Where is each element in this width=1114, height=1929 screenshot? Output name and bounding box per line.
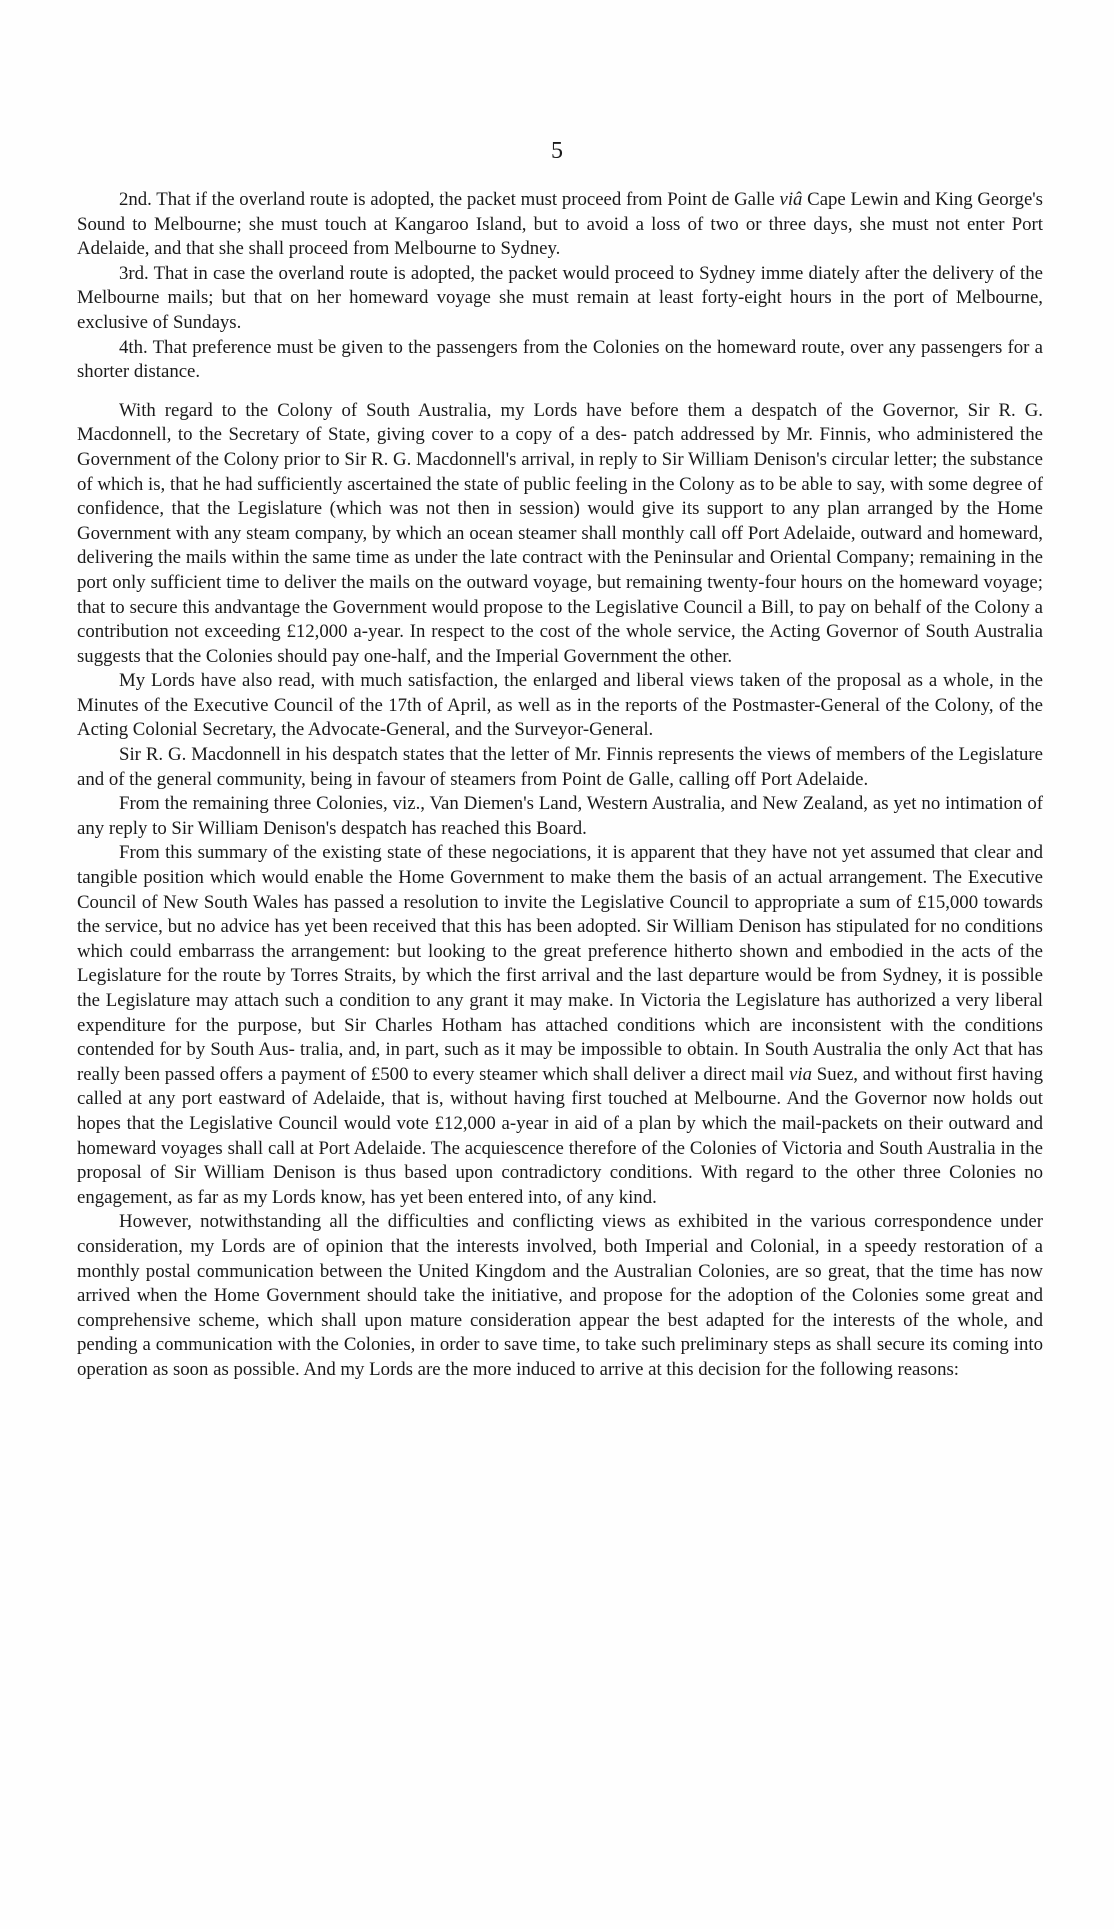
page-number: 5 xyxy=(551,138,563,164)
italic-via: via xyxy=(789,1063,812,1085)
paragraph-2nd-condition xyxy=(77,188,1043,262)
paragraph-text: From this summary of the existing state of these negociations, it is apparent that they have not yet assumed that clear and tangible position which would enable the Home Government to make them the basis of an actual arrangement. The Executive Council of New South Wales has passed a resolution to invite the Legislative Council to appropriate a sum of £15,000 towards the service, but no advice has yet been received that this has been adopted. Sir William Denison has stipulated for no conditions which could embarrass the arrangement: but looking to the great preference hitherto shown and embodied in the acts of the Legislature for the route by Torres Straits, by which the first arrival and the last departure would be from Sydney, it is possible the Legislature may attach such a condition to any grant it may make. In Victoria the Legislature has authorized a very liberal expenditure for the purpose, but Sir Charles Hotham has attached conditions which are inconsistent with the conditions contended for by South Aus- tralia, and, in part, such as it may be impossible to obtain. In South Australia the only Act that has really been passed offers a payment of £500 to every steamer which shall deliver a direct mail xyxy=(77,842,1043,1085)
body-text xyxy=(77,188,1043,1383)
paragraph-3rd-condition: 3rd. That in case the overland route is adopted, the packet would proceed to Sydney imme diately after the delivery of the Melbourne mails; but that on her homeward voyage she must remain at least forty-eight hours in the port of Melbourne, exclusive of Sundays. xyxy=(77,262,1043,333)
paragraph-macdonnell: Sir R. G. Macdonnell in his despatch states that the letter of Mr. Finnis represents the views of members of the Legislature and of the general community, being in favour of steamers from Point de Galle, calling off Port Adelaide. xyxy=(77,744,1043,790)
paragraph-text: 2nd. That if the overland route is adopted, the packet must proceed from Point de Galle xyxy=(119,189,780,210)
paragraph-remaining-colonies: From the remaining three Colonies, viz., Van Diemen's Land, Western Australia, and New Zealand, as yet no intimation of any reply to Sir William Denison's despatch has reached this Board. xyxy=(77,793,1043,839)
paragraph-summary xyxy=(77,841,1043,1210)
paragraph-south-australia: With regard to the Colony of South Australia, my Lords have before them a despatch of the Governor, Sir R. G. Macdonnell, to the Secretary of State, giving cover to a copy of a des- patch addressed by Mr. Finnis, who administered the Government of the Colony prior to Sir R. G. Macdonnell's arrival, in reply to Sir William Denison's circular letter; the substance of which is, that he had sufficiently ascertained the state of public feeling in the Colony as to be able to say, with some degree of confidence, that the Legislature (which was not then in session) would give its support to any plan arranged by the Home Government with any steam company, by which an ocean steamer shall monthly call off Port Adelaide, outward and homeward, delivering the mails within the same time as under the late contract with the Peninsular and Oriental Company; remaining in the port only sufficient time to deliver the mails on the outward voyage, but remaining twenty-four hours on the homeward voyage; that to secure this andvantage the Government would propose to the Legislative Council a Bill, to pay on behalf of the Colony a contribution not exceeding £12,000 a-year. In respect to the cost of the whole service, the Acting Governor of South Australia suggests that the Colonies should pay one-half, and the Imperial Government the other. xyxy=(77,399,1043,667)
paragraph-text: Cape Lewin and King George's Sound to Melbourne; she must touch at Kangaroo Island, but to avoid a loss of two or three days, she must not enter Port Adelaide, and that she shall proceed from Melbourne to Sydney. xyxy=(77,189,1043,260)
paragraph-4th-condition: 4th. That preference must be given to the passengers from the Colonies on the homeward route, over any passengers for a shorter distance. xyxy=(77,336,1043,383)
italic-via: viâ xyxy=(779,189,803,210)
paragraph-text: Suez, and without first having called at any port eastward of Adelaide, that is, without having first touched at Melbourne. And the Governor now holds out hopes that the Legislative Council would vote £12,000 a-year in aid of a plan by which the mail-packets on their outward and homeward voyages shall call at Port Adelaide. The acquiescence therefore of the Colonies of Victoria and South Australia in the proposal of Sir William Denison is thus based upon contradictory conditions. With regard to the other three Colonies no engagement, as far as my Lords know, has yet been entered into, of any kind. xyxy=(77,1063,1043,1208)
paragraph-however: However, notwithstanding all the difficulties and conflicting views as exhibited in the various correspondence under consideration, my Lords are of opinion that the interests involved, both Imperial and Colonial, in a speedy restoration of a monthly postal communication between the United Kingdom and the Australian Colonies, are so great, that the time has now arrived when the Home Government should take the initiative, and propose for the adoption of the Colonies some great and comprehensive scheme, which shall upon mature consideration appear the best adapted for the interests of the whole, and pending a communication with the Colonies, in order to save time, to take such preliminary steps as shall secure its coming into operation as soon as possible. And my Lords are the more induced to arrive at this decision for the following reasons: xyxy=(77,1211,1043,1380)
paragraph-lords-read: My Lords have also read, with much satisfaction, the enlarged and liberal views taken of the proposal as a whole, in the Minutes of the Executive Council of the 17th of April, as well as in the reports of the Postmaster-General of the Colony, of the Acting Colonial Secretary, the Advocate-General, and the Surveyor-General. xyxy=(77,670,1043,741)
